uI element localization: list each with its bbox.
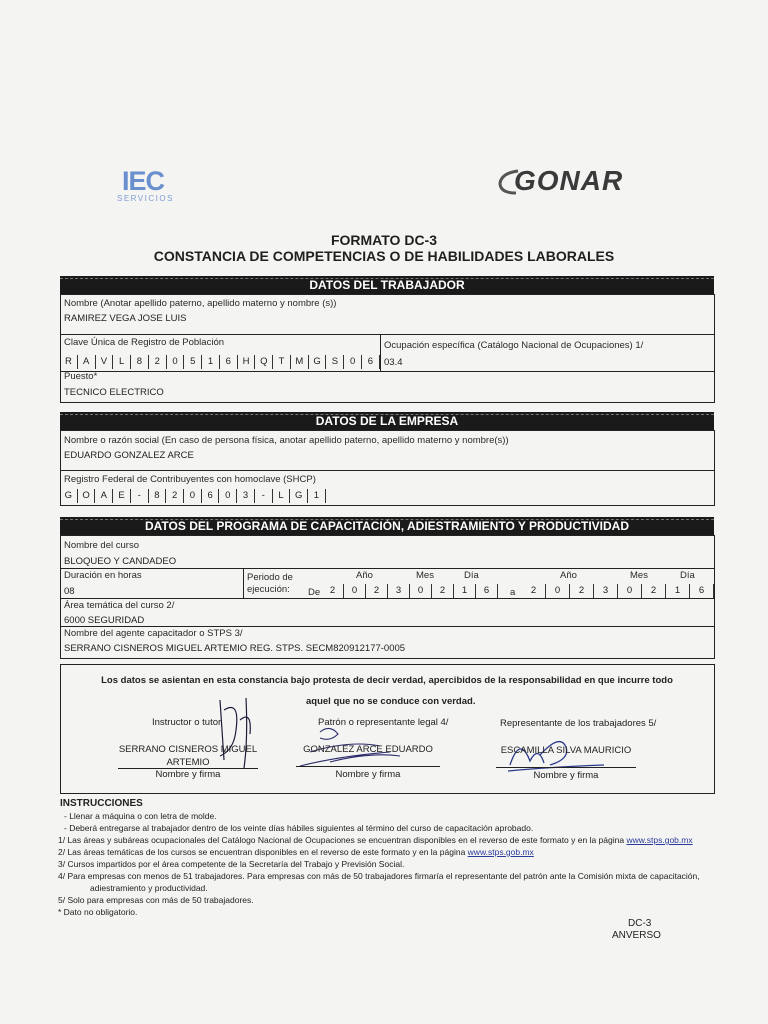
instructor-name-2: ARTEMIO [166,757,210,768]
representante-nombre-firma: Nombre y firma [533,770,599,781]
fecha-desde-digit: 2 [432,584,454,598]
section-header-empresa: DATOS DE LA EMPRESA [60,412,714,430]
iec-logo-text: IEC [122,166,165,196]
instruccion-line: 3/ Cursos impartidos por el área competente de la Secretaría del Trabajo y Previsión Social. [58,859,405,869]
curp-label: Clave Única de Registro de Población [64,337,225,348]
fecha-desde-digit: 0 [410,584,432,598]
rfc-cells [60,489,326,503]
fecha-desde-cells [322,584,498,598]
gonar-logo [498,165,648,205]
curp-char-cell: L [113,355,131,369]
curp-char-cell: 6 [362,355,380,369]
instruccion-line: 5/ Solo para empresas con más de 50 trabajadores. [58,895,254,905]
fecha-hasta-digit: 2 [642,584,666,598]
iec-logo-subtext: SERVICIOS [117,194,174,203]
curp-char-cell: 0 [344,355,362,369]
nombre-trabajador-value: RAMIREZ VEGA JOSE LUIS [64,313,187,324]
rfc-char-cell: 3 [237,489,255,503]
fecha-desde-digit: 3 [388,584,410,598]
rfc-char-cell: 6 [202,489,220,503]
patron-label: Patrón o representante legal 4/ [318,717,449,728]
stps-link[interactable]: www.stps.gob.mx [467,847,534,857]
curp-char-cell: R [60,355,78,369]
anio-label-desde: Año [356,570,373,581]
form-title: FORMATO DC-3 [330,232,438,248]
curp-char-cell: 2 [149,355,167,369]
dia-label-desde: Día [464,570,479,581]
fecha-hasta-digit: 3 [594,584,618,598]
rfc-char-cell: G [290,489,308,503]
curp-char-cell: 6 [220,355,238,369]
de-label: De [308,587,321,598]
curp-char-cell: H [238,355,256,369]
declaracion-line-2: aquel que no se conduce con verdad. [306,696,476,707]
duracion-label: Duración en horas [64,570,142,581]
representante-label: Representante de los trabajadores 5/ [500,718,657,729]
rfc-char-cell: 2 [166,489,184,503]
curp-char-cell: G [309,355,327,369]
fecha-desde-digit: 2 [322,584,344,598]
area-label: Área temática del curso 2/ [64,600,175,611]
puesto-label: Puesto* [64,371,98,382]
fecha-desde-digit: 6 [476,584,498,598]
agente-label: Nombre del agente capacitador o STPS 3/ [64,628,243,639]
fecha-hasta-digit: 6 [690,584,714,598]
rfc-char-cell: 0 [219,489,237,503]
mes-label-hasta: Mes [630,570,648,581]
mes-label-desde: Mes [416,570,434,581]
rfc-char-cell: O [78,489,96,503]
rfc-char-cell: L [273,489,291,503]
section-header-programa: DATOS DEL PROGRAMA DE CAPACITACIÓN, ADIESTRAMIENTO Y PRODUCTIVIDAD [60,517,714,535]
instruccion-line: * Dato no obligatorio. [58,907,138,917]
instructor-nombre-firma: Nombre y firma [155,769,221,780]
area-value: 6000 SEGURIDAD [64,615,145,626]
declaracion-line-1: Los datos se asientan en esta constancia bajo protesta de decir verdad, apercibidos de la responsabilidad en que incurre todo [101,675,673,686]
stps-link[interactable]: www.stps.gob.mx [626,835,693,845]
curp-char-cell: 1 [202,355,220,369]
rfc-char-cell: - [131,489,149,503]
fecha-hasta-digit: 0 [618,584,642,598]
form-subtitle: CONSTANCIA DE COMPETENCIAS O DE HABILIDADES LABORALES [153,248,615,264]
ocupacion-label: Ocupación específica (Catálogo Nacional de Ocupaciones) 1/ [384,340,644,351]
curp-cells [60,355,380,369]
instruccion-line: - Llenar a máquina o con letra de molde. [64,811,217,821]
fecha-desde-digit: 0 [344,584,366,598]
nombre-trabajador-label: Nombre (Anotar apellido paterno, apellido materno y nombre (s)) [64,298,337,309]
fecha-hasta-digit: 1 [666,584,690,598]
fecha-hasta-digit: 0 [546,584,570,598]
curp-char-cell: Q [255,355,273,369]
periodo-label-1: Periodo de [247,572,293,583]
patron-name: GONZALEZ ARCE EDUARDO [303,744,433,755]
duracion-value: 08 [64,586,75,597]
instruccion-line: - Deberá entregarse al trabajador dentro de los veinte días hábiles siguientes al término del curso de capacitación aprobado. [64,823,534,833]
instruccion-line [58,835,693,845]
curp-char-cell: 8 [131,355,149,369]
razon-social-value: EDUARDO GONZALEZ ARCE [64,450,194,461]
curso-value: BLOQUEO Y CANDADEO [64,556,177,567]
fecha-hasta-digit: 2 [570,584,594,598]
instruccion-line: 4/ Para empresas con menos de 51 trabajadores. Para empresas con más de 50 trabajadores firmaría el representante del patrón ante la Comisión mixta de capacitación, [58,871,700,881]
periodo-label-2: ejecución: [247,584,290,595]
fecha-hasta-digit: 2 [522,584,546,598]
gonar-logo-text: GONAR [514,165,624,196]
footer-side: ANVERSO [612,930,661,941]
rfc-char-cell: G [60,489,78,503]
dia-label-hasta: Día [680,570,695,581]
representante-name: ESCAMILLA SILVA MAURICIO [500,745,632,756]
rfc-char-cell: 0 [184,489,202,503]
puesto-value: TECNICO ELECTRICO [64,387,164,398]
anio-label-hasta: Año [560,570,577,581]
instruccion-text: 1/ Las áreas y subáreas ocupacionales del Catálogo Nacional de Ocupaciones se encuentran disponibles en el reverso de este formato y en la página [58,835,625,845]
section-header-trabajador: DATOS DEL TRABAJADOR [60,276,714,294]
iec-logo [112,166,172,206]
instructor-label: Instructor o tutor [152,717,222,728]
instruccion-line: adiestramiento y productividad. [90,883,208,893]
curp-char-cell: 5 [184,355,202,369]
footer-code: DC-3 [628,918,652,929]
instructor-name-1: SERRANO CISNEROS MIGUEL [118,744,258,755]
razon-social-label: Nombre o razón social (En caso de persona física, anotar apellido paterno, apellido materno y nombre(s)) [64,435,509,446]
rfc-char-cell: E [113,489,131,503]
fecha-hasta-cells [522,584,714,598]
rfc-char-cell: - [255,489,273,503]
curp-char-cell: V [96,355,114,369]
curp-char-cell: T [273,355,291,369]
rfc-label: Registro Federal de Contribuyentes con homoclave (SHCP) [64,474,316,485]
a-label: a [510,587,516,598]
curp-char-cell: 0 [167,355,185,369]
curp-char-cell: M [291,355,309,369]
agente-value: SERRANO CISNEROS MIGUEL ARTEMIO REG. STPS. SECM820912177-0005 [64,643,406,654]
rfc-char-cell: 1 [308,489,326,503]
instruccion-line [58,847,534,857]
curso-label: Nombre del curso [64,540,139,551]
fecha-desde-digit: 2 [366,584,388,598]
curp-char-cell: S [326,355,344,369]
ocupacion-value: 03.4 [384,357,403,368]
patron-nombre-firma: Nombre y firma [335,769,401,780]
curp-char-cell: A [78,355,96,369]
instrucciones-title: INSTRUCCIONES [60,798,143,809]
instruccion-text: 2/ Las áreas temáticas de los cursos se encuentran disponibles en el reverso de este formato y en la página [58,847,466,857]
rfc-char-cell: 8 [149,489,167,503]
rfc-char-cell: A [95,489,113,503]
fecha-desde-digit: 1 [454,584,476,598]
